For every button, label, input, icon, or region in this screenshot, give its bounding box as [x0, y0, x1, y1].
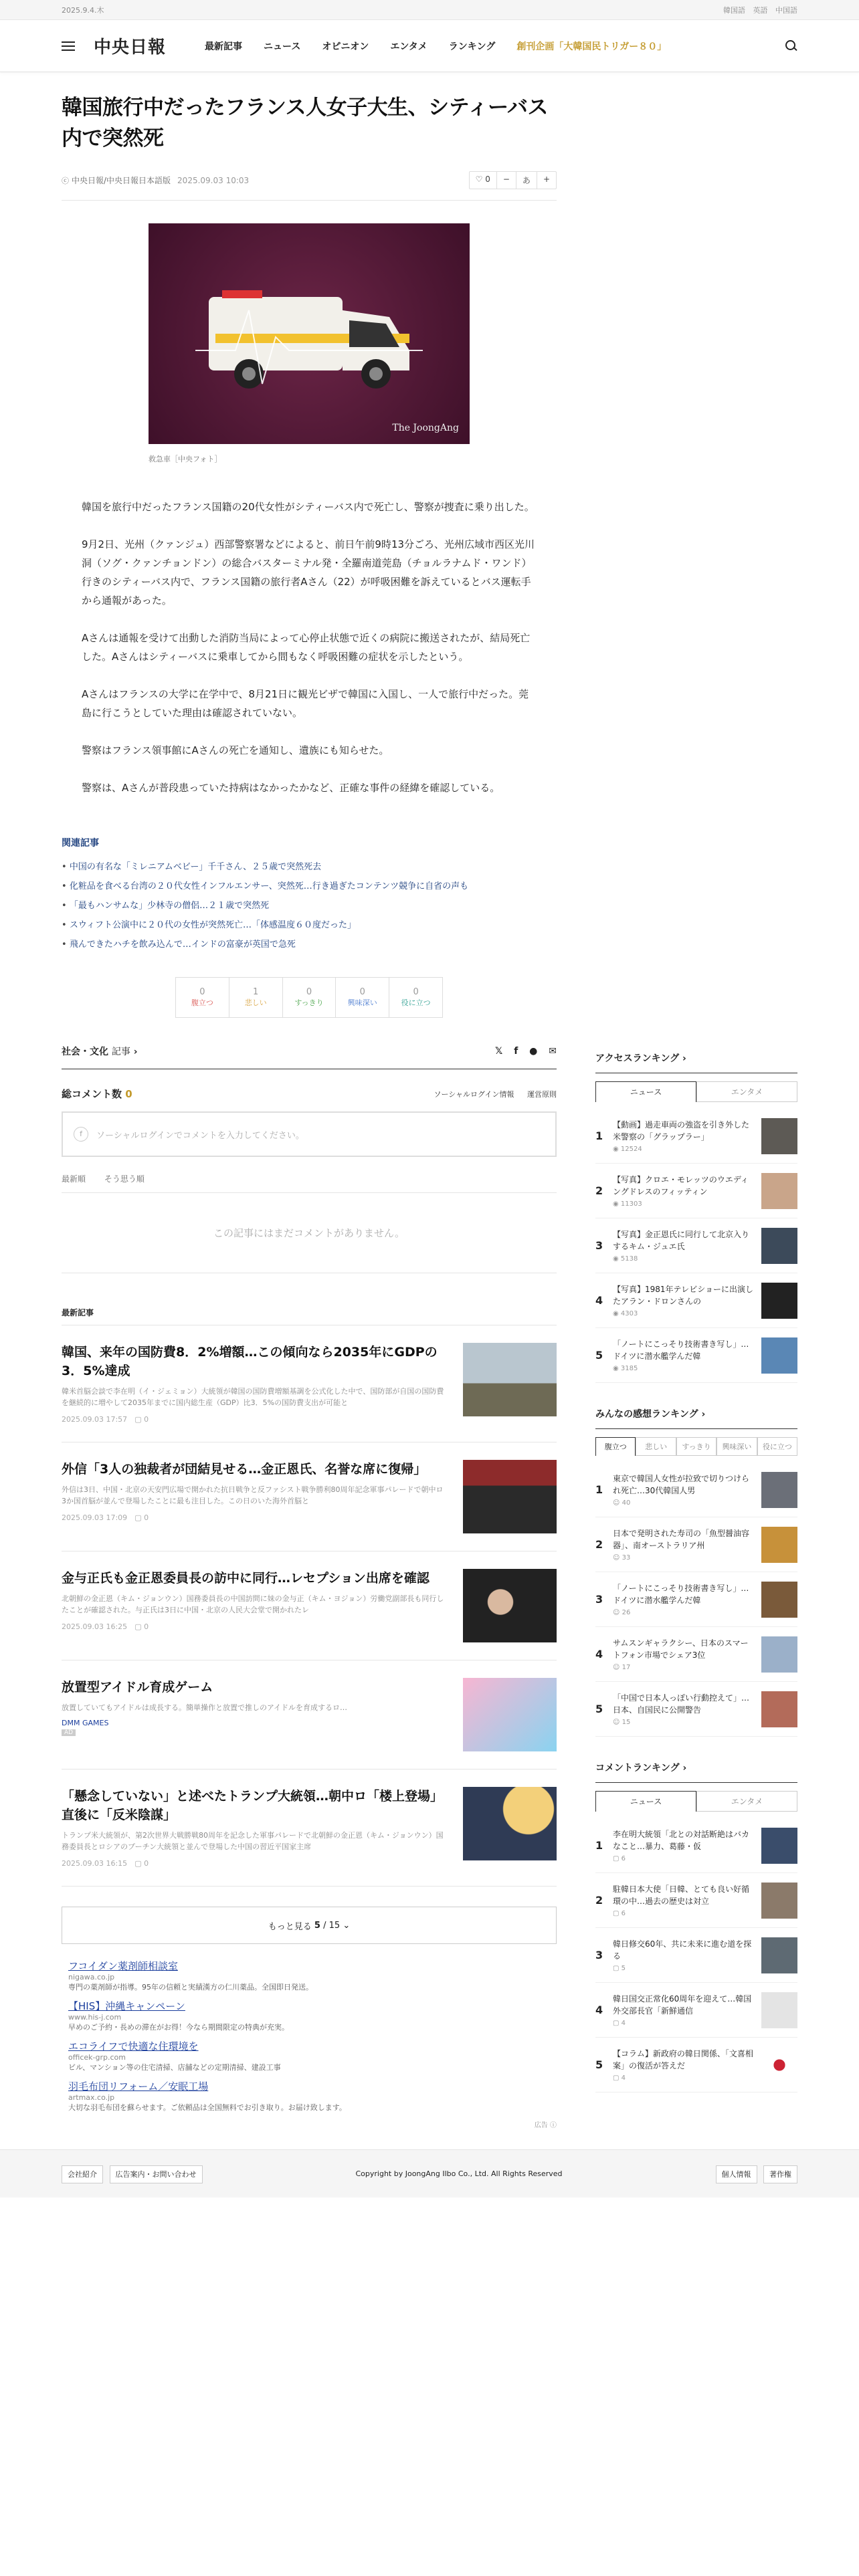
latest-article[interactable] — [62, 1769, 557, 1887]
emotion-count: 0 — [306, 987, 312, 997]
emotion-count: 0 — [413, 987, 419, 997]
rank-thumbnail — [761, 1527, 797, 1563]
facebook-share-icon[interactable]: f — [514, 1046, 518, 1057]
paragraph: Aさんは通報を受けて出動した消防当局によって心停止状態で近くの病院に搬送されたが、結局死亡した。Aさんはシティーバスに乗車してから間もなく呼吸困難の症状を示したという。 — [82, 632, 531, 663]
emotion-useful-button[interactable] — [389, 978, 442, 1017]
text-ad[interactable] — [68, 2039, 557, 2072]
access-ranking — [595, 1051, 797, 1383]
line-share-icon[interactable]: ● — [529, 1046, 538, 1057]
article-thumbnail — [463, 1460, 557, 1533]
rank-title: 「ノートにこっそり技術書き写し」…ドイツに潜水艦学んだ韓 — [613, 1583, 749, 1605]
rank-number: 4 — [595, 2004, 603, 2016]
article-meta — [62, 171, 557, 201]
comment-icon: ▢ — [613, 1854, 622, 1862]
latest-article-date: 2025.09.03 16:25 — [62, 1622, 128, 1631]
search-icon[interactable] — [785, 40, 797, 52]
comment-ranking — [595, 1761, 797, 2092]
chevron-right-icon: › — [133, 1047, 138, 1057]
latest-article-summary: 北朝鮮の金正恩（キム・ジョンウン）国務委員長の中国訪問に妹の金与正（キム・ヨジョン）労働党副部長も同行したことが確認された。与正氏は3日に中国・北京の人民大会堂で開かれたレ — [62, 1594, 444, 1614]
ranking-item[interactable] — [595, 1109, 797, 1164]
ranking-item[interactable] — [595, 1517, 797, 1572]
rank-thumbnail — [761, 1883, 797, 1919]
sort-agree-tab[interactable]: そう思う順 — [104, 1174, 145, 1184]
footer — [0, 2149, 859, 2197]
text-ad[interactable] — [68, 2079, 557, 2113]
emotion-icon: ☺ — [613, 1663, 622, 1671]
rank-thumbnail — [761, 1691, 797, 1727]
rank-title: 日本で発明された寿司の「魚型醤油容器」、南オーストラリア州 — [613, 1528, 750, 1550]
related-articles — [62, 836, 557, 954]
ad-title: 【HIS】沖縄キャンペーン — [68, 2000, 185, 2012]
emotion-count: 1 — [253, 987, 259, 997]
rank-number: 2 — [595, 1538, 603, 1551]
rank-title: 【写真】金正恩氏に同行して北京入りするキム・ジュエ氏 — [613, 1229, 750, 1251]
load-more-current: 5 — [314, 1920, 320, 1931]
copyright: Copyright by JoongAng Ilbo Co., Ltd. All Rights Reserved — [355, 2169, 563, 2178]
emotion-ranking-heading[interactable]: みんなの感想ランキング — [595, 1409, 698, 1420]
rank-thumbnail — [761, 2047, 797, 2083]
language-links — [718, 5, 797, 15]
ad-sponsor: DMM GAMES — [62, 1719, 109, 1727]
sidebar — [595, 1051, 797, 2117]
nav-news[interactable]: ニュース — [264, 41, 301, 52]
rank-thumbnail — [761, 1337, 797, 1374]
publish-date: 2025.09.03 10:03 — [177, 175, 250, 185]
facebook-icon: f — [74, 1127, 88, 1142]
footer-privacy-link[interactable]: 個人情報 — [716, 2165, 757, 2183]
rank-thumbnail — [761, 1173, 797, 1209]
view-icon: ◉ — [613, 1364, 621, 1372]
rank-title: 東京で韓国人女性が拉致で切りつけられ死亡…30代韓国人男 — [613, 1473, 750, 1495]
rank-number: 3 — [595, 1239, 603, 1252]
menu-icon[interactable] — [62, 41, 75, 51]
latest-article-date: 2025.09.03 17:57 — [62, 1415, 128, 1424]
tab-entertainment[interactable]: エンタメ — [696, 1081, 797, 1102]
rank-number: 4 — [595, 1648, 603, 1660]
comment-count-label: 総コメント数 — [62, 1088, 122, 1100]
article-thumbnail — [463, 1343, 557, 1416]
section-name-link[interactable]: 社会・文化 — [62, 1047, 108, 1057]
view-count: 3185 — [620, 1364, 638, 1372]
rank-number: 5 — [595, 1703, 603, 1715]
ad-desc: 大切な羽毛布団を蘇らせます。ご依頼品は全国無料でお引き取り。お届け致します。 — [68, 2103, 347, 2112]
comment-count: 4 — [621, 2074, 626, 2082]
nav-special-feature[interactable]: 創刊企画「大韓国民トリガー８０」 — [516, 41, 667, 52]
rank-title: 【コラム】新政府の韓日関係、「文喜相案」の復活が答えだ — [613, 2048, 753, 2070]
latest-article-summary: 外信は3日、中国・北京の天安門広場で開かれた抗日戦争と反ファシスト戦争勝利80周年記念軍事パレードで朝中ロ3か国首脳が並んで登場したことに最も注目した。この日のいた海外首脳と — [62, 1485, 444, 1505]
reaction-count: 26 — [622, 1608, 631, 1616]
rank-thumbnail — [761, 1228, 797, 1264]
like-count: 0 — [485, 175, 490, 184]
ad-url: nigawa.co.jp — [68, 1973, 115, 1981]
emotion-label: すっきり — [294, 998, 324, 1007]
article-thumbnail — [463, 1678, 557, 1751]
font-decrease-button[interactable]: − — [496, 172, 516, 189]
ranking-item[interactable] — [595, 1164, 797, 1218]
rank-title: サムスンギャラクシー、日本のスマートフォン市場でシェア3位 — [613, 1638, 749, 1660]
chevron-down-icon: ⌄ — [343, 1920, 351, 1931]
tab-sad[interactable]: 悲しい — [636, 1437, 676, 1456]
article-column — [62, 92, 557, 2129]
comment-icon: ▢ — [134, 1415, 142, 1424]
tab-refreshed[interactable]: すっきり — [676, 1437, 717, 1456]
ad-url: artmax.co.jp — [68, 2093, 115, 2102]
main-nav — [205, 39, 785, 53]
ranking-item[interactable] — [595, 1928, 797, 1983]
info-icon[interactable]: ⓘ — [550, 2122, 557, 2129]
emotion-icon: ☺ — [613, 1718, 622, 1726]
latest-article-title: 「懸念していない」と述べたトランプ大統領…朝中ロ「楼上登場」直後に「反米陰謀」 — [62, 1789, 444, 1822]
site-logo[interactable]: 中央日報 — [94, 37, 167, 58]
emotion-count: 0 — [199, 987, 205, 997]
ranking-item[interactable] — [595, 2038, 797, 2092]
ad-title: エコライフで快適な住環境を — [68, 2040, 199, 2052]
rank-number: 1 — [595, 1483, 603, 1496]
comment-sort-tabs — [62, 1173, 557, 1193]
comment-placeholder: ソーシャルログインでコメントを入力してください。 — [96, 1130, 304, 1141]
ranking-item[interactable] — [595, 1328, 797, 1383]
ad-badge: AD — [62, 1729, 76, 1736]
rank-number: 2 — [595, 1184, 603, 1197]
like-button[interactable] — [470, 172, 496, 189]
section-share-row — [62, 1045, 557, 1069]
view-icon: ◉ — [613, 1145, 621, 1153]
tab-entertainment[interactable]: エンタメ — [696, 1791, 797, 1812]
sort-latest-tab[interactable]: 最新順 — [62, 1174, 86, 1184]
latest-article-ad[interactable] — [62, 1660, 557, 1769]
comment-count: 4 — [621, 2019, 626, 2027]
latest-article-title: 放置型アイドル育成ゲーム — [62, 1680, 213, 1695]
emotion-angry-button[interactable] — [176, 978, 229, 1017]
emotion-label: 腹立つ — [191, 998, 213, 1007]
article-body — [82, 498, 537, 797]
section-suffix: 記事 — [111, 1047, 130, 1057]
tab-news[interactable]: ニュース — [595, 1791, 696, 1812]
source-icon: ⓒ — [62, 176, 69, 185]
footer-company-link[interactable]: 会社紹介 — [62, 2165, 103, 2183]
tab-angry[interactable]: 腹立つ — [595, 1437, 636, 1456]
emotion-interesting-button[interactable] — [335, 978, 389, 1017]
related-link[interactable]: • 飛んできたハチを飲み込んで…インドの富豪が英国で急死 — [62, 935, 557, 954]
ad-desc: ビル、マンション等の住宅清掃、店舗などの定期清掃、建設工事 — [68, 2063, 281, 2072]
latest-article-title: 外信「3人の独裁者が団結見せる…金正恩氏、名誉な席に復帰」 — [62, 1462, 427, 1477]
rank-number: 3 — [595, 1949, 603, 1961]
emotion-sad-button[interactable] — [229, 978, 282, 1017]
text-ads — [62, 1959, 557, 2129]
rank-title: 李在明大統領「北との対話断絶はバカなこと…暴力、葛藤・仮 — [613, 1829, 750, 1851]
footer-ads-link[interactable]: 広告案内・お問い合わせ — [110, 2165, 203, 2183]
related-heading: 関連記事 — [62, 838, 99, 849]
emotion-reactions — [175, 977, 443, 1018]
comments-empty-message: この記事にはまだコメントがありません。 — [62, 1193, 557, 1273]
ad-label: 広告 — [534, 2122, 548, 2129]
ad-desc: 早めのご予約・長めの滞在がお得！今なら期間限定の特典が充実。 — [68, 2023, 289, 2032]
comment-icon: ▢ — [613, 1964, 622, 1972]
latest-heading: 最新記事 — [62, 1307, 557, 1325]
access-ranking-heading[interactable]: アクセスランキング — [595, 1053, 680, 1064]
view-icon: ◉ — [613, 1309, 621, 1317]
social-login-info-link[interactable]: ソーシャルログイン情報 — [434, 1089, 514, 1099]
comment-count: 5 — [621, 1964, 626, 1972]
rank-thumbnail — [761, 1828, 797, 1864]
view-count: 12524 — [620, 1145, 642, 1153]
rank-title: 「ノートにこっそり技術書き写し」…ドイツに潜水艦学んだ韓 — [613, 1339, 749, 1361]
rank-thumbnail — [761, 1937, 797, 1973]
tab-news[interactable]: ニュース — [595, 1081, 696, 1102]
article-title: 韓国旅行中だったフランス人女子大生、シティーバス内で突然死 — [62, 96, 549, 150]
share-buttons — [487, 1046, 557, 1057]
latest-article-summary: トランプ米大統領が、第2次世界大戦勝戦80周年を記念した軍事パレードで北朝鮮の金正恩（キム・ジョンウン）国務委員長とロシアのプーチン大統領と並んで登場した中国の習近平国家主席 — [62, 1831, 444, 1851]
rank-title: 【写真】クロエ・モレッツのウエディングドレスのフィッティン — [613, 1174, 749, 1196]
reaction-count: 33 — [622, 1553, 631, 1562]
comment-icon: ▢ — [134, 1622, 142, 1631]
latest-article-title: 韓国、来年の国防費8．2%増額…この傾向なら2035年にGDPの3．5%達成 — [62, 1345, 438, 1378]
emotion-label: 悲しい — [244, 998, 267, 1007]
rank-number: 5 — [595, 2058, 603, 2071]
rank-thumbnail — [761, 1472, 797, 1508]
latest-article-summary: 韓米首脳会談で李在明（イ・ジェミョン）大統領が韓国の国防費増額基調を公式化した中で、国防部が自国の国防費を継続的に増やして2035年までに国内総生産（GDP）比3．5%の国防費支出が可能と — [62, 1387, 444, 1407]
rank-title: 【写真】1981年テレビショーに出演したアラン・ドロンさんの — [613, 1284, 754, 1306]
emotion-icon: ☺ — [613, 1608, 622, 1616]
latest-article-comments: 0 — [144, 1622, 149, 1631]
mail-share-icon[interactable]: ✉ — [549, 1046, 557, 1057]
rank-thumbnail — [761, 1118, 797, 1154]
emotion-icon: ☺ — [613, 1553, 622, 1562]
related-link[interactable]: • 中国の有名な「ミレニアムベビー」千千さん、２５歳で突然死去 — [62, 857, 557, 877]
ad-url: officek-grp.com — [68, 2053, 126, 2062]
tab-interesting[interactable]: 興味深い — [717, 1437, 757, 1456]
lang-english[interactable]: 英語 — [753, 5, 768, 15]
view-count: 5138 — [620, 1255, 638, 1263]
x-share-icon[interactable]: 𝕏 — [495, 1046, 503, 1057]
font-increase-button[interactable]: + — [537, 172, 556, 189]
image-watermark: The JoongAng — [392, 423, 459, 433]
rank-number: 5 — [595, 1349, 603, 1362]
latest-article-date: 2025.09.03 16:15 — [62, 1859, 128, 1868]
rank-thumbnail — [761, 1283, 797, 1319]
ranking-item[interactable] — [595, 1873, 797, 1928]
emotion-ranking — [595, 1407, 797, 1737]
paragraph: Aさんはフランスの大学に在学中で、8月21日に観光ビザで韓国に入国し、一人で旅行中だった。莞島に行こうとしていた理由は確認されていない。 — [82, 688, 529, 719]
ad-title: 羽毛布団リフォーム／安眠工場 — [68, 2080, 209, 2092]
rank-title: 韓日国交正常化60周年を迎えて…韓国外交部長官「新鮮通信 — [613, 1994, 752, 2016]
load-more-label: もっと見る — [268, 1921, 312, 1932]
nav-ranking[interactable]: ランキング — [448, 41, 496, 52]
latest-article-comments: 0 — [144, 1859, 149, 1868]
latest-article-summary: 放置していてもアイドルは成長する。簡単操作と放置で推しのアイドルを育成するロ… — [62, 1703, 348, 1712]
view-count: 4303 — [620, 1309, 638, 1317]
comment-icon: ▢ — [613, 1909, 622, 1917]
text-ad[interactable] — [68, 1959, 557, 1992]
paragraph: 警察はフランス領事館にAさんの死亡を通知し、遺族にも知らせた。 — [82, 744, 389, 756]
paragraph: 9月2日、光州（クァンジュ）西部警察署などによると、前日午前9時13分ごろ、光州広域市西区光川洞（ソグ・クァンチョンドン）の総合バスターミナル発・全羅南道莞島（チョルラナムド・ワンド）行きのシティーバス内で、フランス国籍の旅行者Aさん（22）が呼吸困難を訴えているとバス運転手から通報があった。 — [82, 538, 535, 607]
view-icon: ◉ — [613, 1255, 621, 1263]
reaction-count: 17 — [622, 1663, 631, 1671]
article-thumbnail — [463, 1787, 557, 1860]
emotion-refreshed-button[interactable] — [282, 978, 336, 1017]
rank-number: 3 — [595, 1593, 603, 1606]
main-header — [0, 20, 859, 72]
load-more-total: 15 — [328, 1920, 341, 1931]
ad-title: フコイダン薬剤師相談室 — [68, 1960, 178, 1972]
nav-opinion[interactable]: オピニオン — [322, 41, 369, 52]
article-image — [149, 223, 470, 444]
footer-copyright-link[interactable]: 著作権 — [763, 2165, 797, 2183]
rank-number: 1 — [595, 1130, 603, 1142]
thumb-icon: ♡ — [475, 175, 483, 184]
latest-article[interactable] — [62, 1325, 557, 1442]
rank-thumbnail — [761, 1582, 797, 1618]
related-link[interactable]: • 化粧品を食べる台湾の２０代女性インフルエンサー、突然死…行き過ぎたコンテンツ競争に自省の声も — [62, 877, 557, 896]
comment-icon: ▢ — [613, 2019, 622, 2027]
comment-icon: ▢ — [134, 1859, 142, 1868]
load-more-button[interactable]: もっと見る 5 / 15 ⌄ — [62, 1907, 557, 1944]
comment-count: 0 — [125, 1088, 132, 1100]
article-tools — [469, 171, 557, 189]
rank-title: 駐韓日本大使「日韓、とても良い好循環の中…過去の歴史は対立 — [613, 1884, 750, 1906]
ranking-item[interactable] — [595, 1983, 797, 2038]
ranking-item[interactable] — [595, 1818, 797, 1873]
latest-article[interactable] — [62, 1442, 557, 1551]
comment-icon: ▢ — [134, 1513, 142, 1522]
rank-thumbnail — [761, 1992, 797, 2028]
emotion-icon: ☺ — [613, 1499, 622, 1507]
comment-count: 6 — [621, 1854, 626, 1862]
ad-url: www.his-j.com — [68, 2013, 122, 2022]
paragraph: 警察は、Aさんが普段患っていた持病はなかったかなど、正確な事件の経緯を確認している。 — [82, 782, 500, 794]
latest-article-date: 2025.09.03 17:09 — [62, 1513, 128, 1522]
ambulance-illustration — [195, 270, 423, 404]
byline: 中央日報/中央日報日本語版 — [72, 176, 171, 185]
rank-title: 韓日修交60年、共に未来に進む道を探る — [613, 1939, 752, 1961]
comment-input[interactable] — [62, 1111, 557, 1157]
top-utility-bar — [0, 0, 859, 20]
reaction-count: 40 — [622, 1499, 631, 1507]
current-date: 2025.9.4.木 — [62, 5, 104, 15]
ranking-item[interactable] — [595, 1572, 797, 1627]
view-icon: ◉ — [613, 1200, 621, 1208]
rank-title: 【動画】過走車両の強盗を引き外した米警察の「グラップラー」 — [613, 1119, 750, 1142]
font-size-label: あ — [516, 172, 537, 189]
comment-ranking-heading[interactable]: コメントランキング — [595, 1763, 680, 1774]
ranking-item[interactable] — [595, 1682, 797, 1737]
paragraph: 韓国を旅行中だったフランス国籍の20代女性がシティーバス内で死亡し、警察が捜査に乗り出した。 — [82, 501, 535, 513]
chevron-right-icon: › — [682, 1763, 687, 1774]
ad-desc: 専門の薬剤師が指導。95年の信頼と実績漢方の仁川薬品。全国即日発送。 — [68, 1983, 313, 1992]
ranking-item[interactable] — [595, 1627, 797, 1682]
tab-useful[interactable]: 役に立つ — [757, 1437, 797, 1456]
emotion-label: 役に立つ — [401, 998, 431, 1007]
reaction-count: 15 — [622, 1718, 631, 1726]
ranking-item[interactable] — [595, 1463, 797, 1517]
latest-article[interactable] — [62, 1551, 557, 1660]
rank-number: 4 — [595, 1294, 603, 1307]
latest-article-comments: 0 — [144, 1415, 149, 1424]
view-count: 11303 — [620, 1200, 642, 1208]
emotion-count: 0 — [359, 987, 365, 997]
chevron-right-icon: › — [682, 1053, 686, 1064]
article-thumbnail — [463, 1569, 557, 1642]
chevron-right-icon: › — [701, 1409, 706, 1420]
image-caption: 救急車［中央フォト］ — [149, 455, 222, 463]
comment-icon: ▢ — [613, 2074, 622, 2082]
emotion-label: 興味深い — [347, 998, 377, 1007]
related-link[interactable]: • スウィフト公演中に２０代の女性が突然死亡…「体感温度６０度だった」 — [62, 916, 557, 935]
latest-article-title: 金与正氏も金正恩委員長の訪中に同行…レセプション出席を確認 — [62, 1571, 430, 1586]
comment-count: 6 — [621, 1909, 626, 1917]
rank-title: 「中国で日本人っぽい行動控えて」…日本、自国民に公開警告 — [613, 1693, 750, 1715]
rank-number: 1 — [595, 1839, 603, 1852]
latest-article-comments: 0 — [144, 1513, 149, 1522]
rank-thumbnail — [761, 1636, 797, 1673]
text-ad[interactable] — [68, 1999, 557, 2032]
related-link[interactable]: • 「最もハンサムな」少林寺の僧侶…２１歳で突然死 — [62, 896, 557, 916]
rank-number: 2 — [595, 1894, 603, 1907]
ranking-item[interactable] — [595, 1218, 797, 1273]
nav-entertainment[interactable]: エンタメ — [390, 41, 427, 52]
comments-header — [62, 1087, 557, 1101]
nav-latest[interactable]: 最新記事 — [205, 41, 243, 52]
ranking-item[interactable] — [595, 1273, 797, 1328]
operation-rules-link[interactable]: 運営原則 — [527, 1089, 557, 1099]
lang-korean[interactable]: 韓国語 — [723, 5, 745, 15]
lang-chinese[interactable]: 中国語 — [775, 5, 797, 15]
